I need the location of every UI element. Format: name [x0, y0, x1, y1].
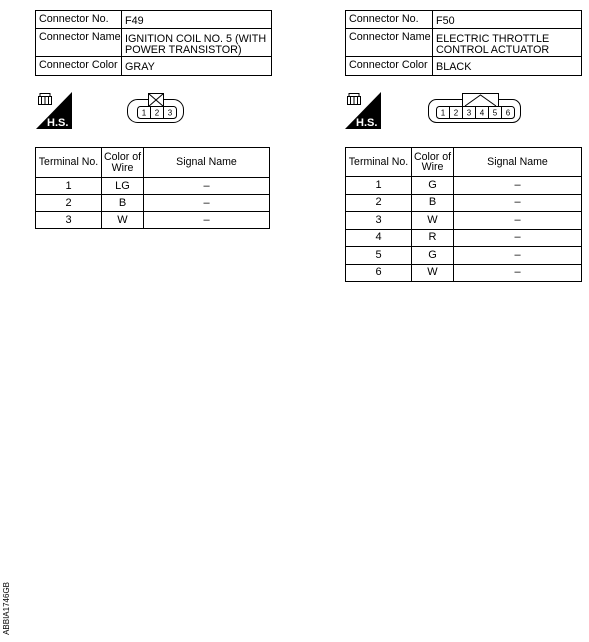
- connector-color-value: GRAY: [122, 57, 272, 76]
- signal-name-cell: –: [454, 229, 582, 247]
- terminal-no-cell: 1: [346, 177, 412, 195]
- signal-name-cell: –: [454, 247, 582, 265]
- pin-number: 3: [167, 108, 173, 118]
- wire-color-header: Color of Wire: [102, 148, 144, 178]
- table-row: [346, 212, 582, 230]
- pin-number: 5: [492, 108, 498, 118]
- connector-f49-terminal-table: [35, 147, 270, 229]
- connector-color-value: BLACK: [433, 57, 582, 76]
- connector-name-label: Connector Name: [36, 29, 122, 57]
- connector-color-row: [346, 57, 582, 76]
- connector-no-row: [346, 11, 582, 29]
- wire-color-cell: B: [102, 195, 144, 212]
- table-row: [346, 194, 582, 212]
- wire-color-cell: W: [412, 264, 454, 282]
- terminal-no-cell: 4: [346, 229, 412, 247]
- signal-name-cell: –: [454, 264, 582, 282]
- terminal-no-cell: 3: [36, 212, 102, 229]
- connector-no-value: F49: [122, 11, 272, 29]
- connector-color-label: Connector Color: [36, 57, 122, 76]
- terminal-table-header: [36, 148, 270, 178]
- harness-side-icon: [345, 91, 381, 129]
- connector-f50-info-table: [345, 10, 582, 76]
- connector-no-label: Connector No.: [36, 11, 122, 29]
- table-row: [346, 247, 582, 265]
- signal-name-cell: –: [144, 178, 270, 195]
- pin-number: 3: [466, 108, 472, 118]
- connector-color-label: Connector Color: [346, 57, 433, 76]
- connector-pictogram-icon: [39, 94, 52, 105]
- signal-name-header: Signal Name: [454, 148, 582, 177]
- signal-name-cell: –: [454, 212, 582, 230]
- table-row: [36, 212, 270, 229]
- wire-color-cell: G: [412, 177, 454, 195]
- pin-number: 1: [440, 108, 446, 118]
- wire-color-header: Color of Wire: [412, 148, 454, 177]
- signal-name-cell: –: [454, 194, 582, 212]
- connector-f50-terminal-table: [345, 147, 582, 282]
- pin-number: 2: [453, 108, 459, 118]
- terminal-no-cell: 5: [346, 247, 412, 265]
- signal-name-cell: –: [144, 212, 270, 229]
- connector-name-row: [36, 29, 272, 57]
- figure-id: ABBIA1746GB: [2, 582, 11, 635]
- wire-color-cell: B: [412, 194, 454, 212]
- connector-name-value: IGNITION COIL NO. 5 (WITH POWER TRANSISTOR): [122, 29, 272, 57]
- signal-name-header: Signal Name: [144, 148, 270, 178]
- table-row: [346, 264, 582, 282]
- signal-name-cell: –: [454, 177, 582, 195]
- wire-color-cell: G: [412, 247, 454, 265]
- terminal-no-header: Terminal No.: [36, 148, 102, 178]
- pin-number: 6: [505, 108, 511, 118]
- terminal-no-header: Terminal No.: [346, 148, 412, 177]
- wire-color-cell: LG: [102, 178, 144, 195]
- table-row: [346, 177, 582, 195]
- wire-color-cell: R: [412, 229, 454, 247]
- table-row: [36, 195, 270, 212]
- pin-number: 4: [479, 108, 485, 118]
- connector-name-label: Connector Name: [346, 29, 433, 57]
- connector-f49-face-diagram: [125, 91, 187, 125]
- connector-f50-face-diagram: [426, 91, 524, 125]
- connector-pictogram-icon: [348, 94, 361, 105]
- table-row: [346, 229, 582, 247]
- connector-no-row: [36, 11, 272, 29]
- connector-color-row: [36, 57, 272, 76]
- connector-name-row: [346, 29, 582, 57]
- table-row: [36, 178, 270, 195]
- terminal-no-cell: 3: [346, 212, 412, 230]
- connector-f49-info-table: [35, 10, 272, 76]
- connector-no-label: Connector No.: [346, 11, 433, 29]
- terminal-table-header: [346, 148, 582, 177]
- harness-side-label: H.S.: [47, 117, 69, 129]
- terminal-no-cell: 2: [36, 195, 102, 212]
- pin-number: 1: [141, 108, 147, 118]
- wire-color-cell: W: [412, 212, 454, 230]
- pin-number: 2: [154, 108, 160, 118]
- terminal-no-cell: 1: [36, 178, 102, 195]
- connector-name-value: ELECTRIC THROTTLE CONTROL ACTUATOR: [433, 29, 582, 57]
- terminal-no-cell: 6: [346, 264, 412, 282]
- harness-side-label: H.S.: [356, 117, 378, 129]
- connector-no-value: F50: [433, 11, 582, 29]
- harness-side-icon: [36, 91, 72, 129]
- terminal-no-cell: 2: [346, 194, 412, 212]
- wire-color-cell: W: [102, 212, 144, 229]
- signal-name-cell: –: [144, 195, 270, 212]
